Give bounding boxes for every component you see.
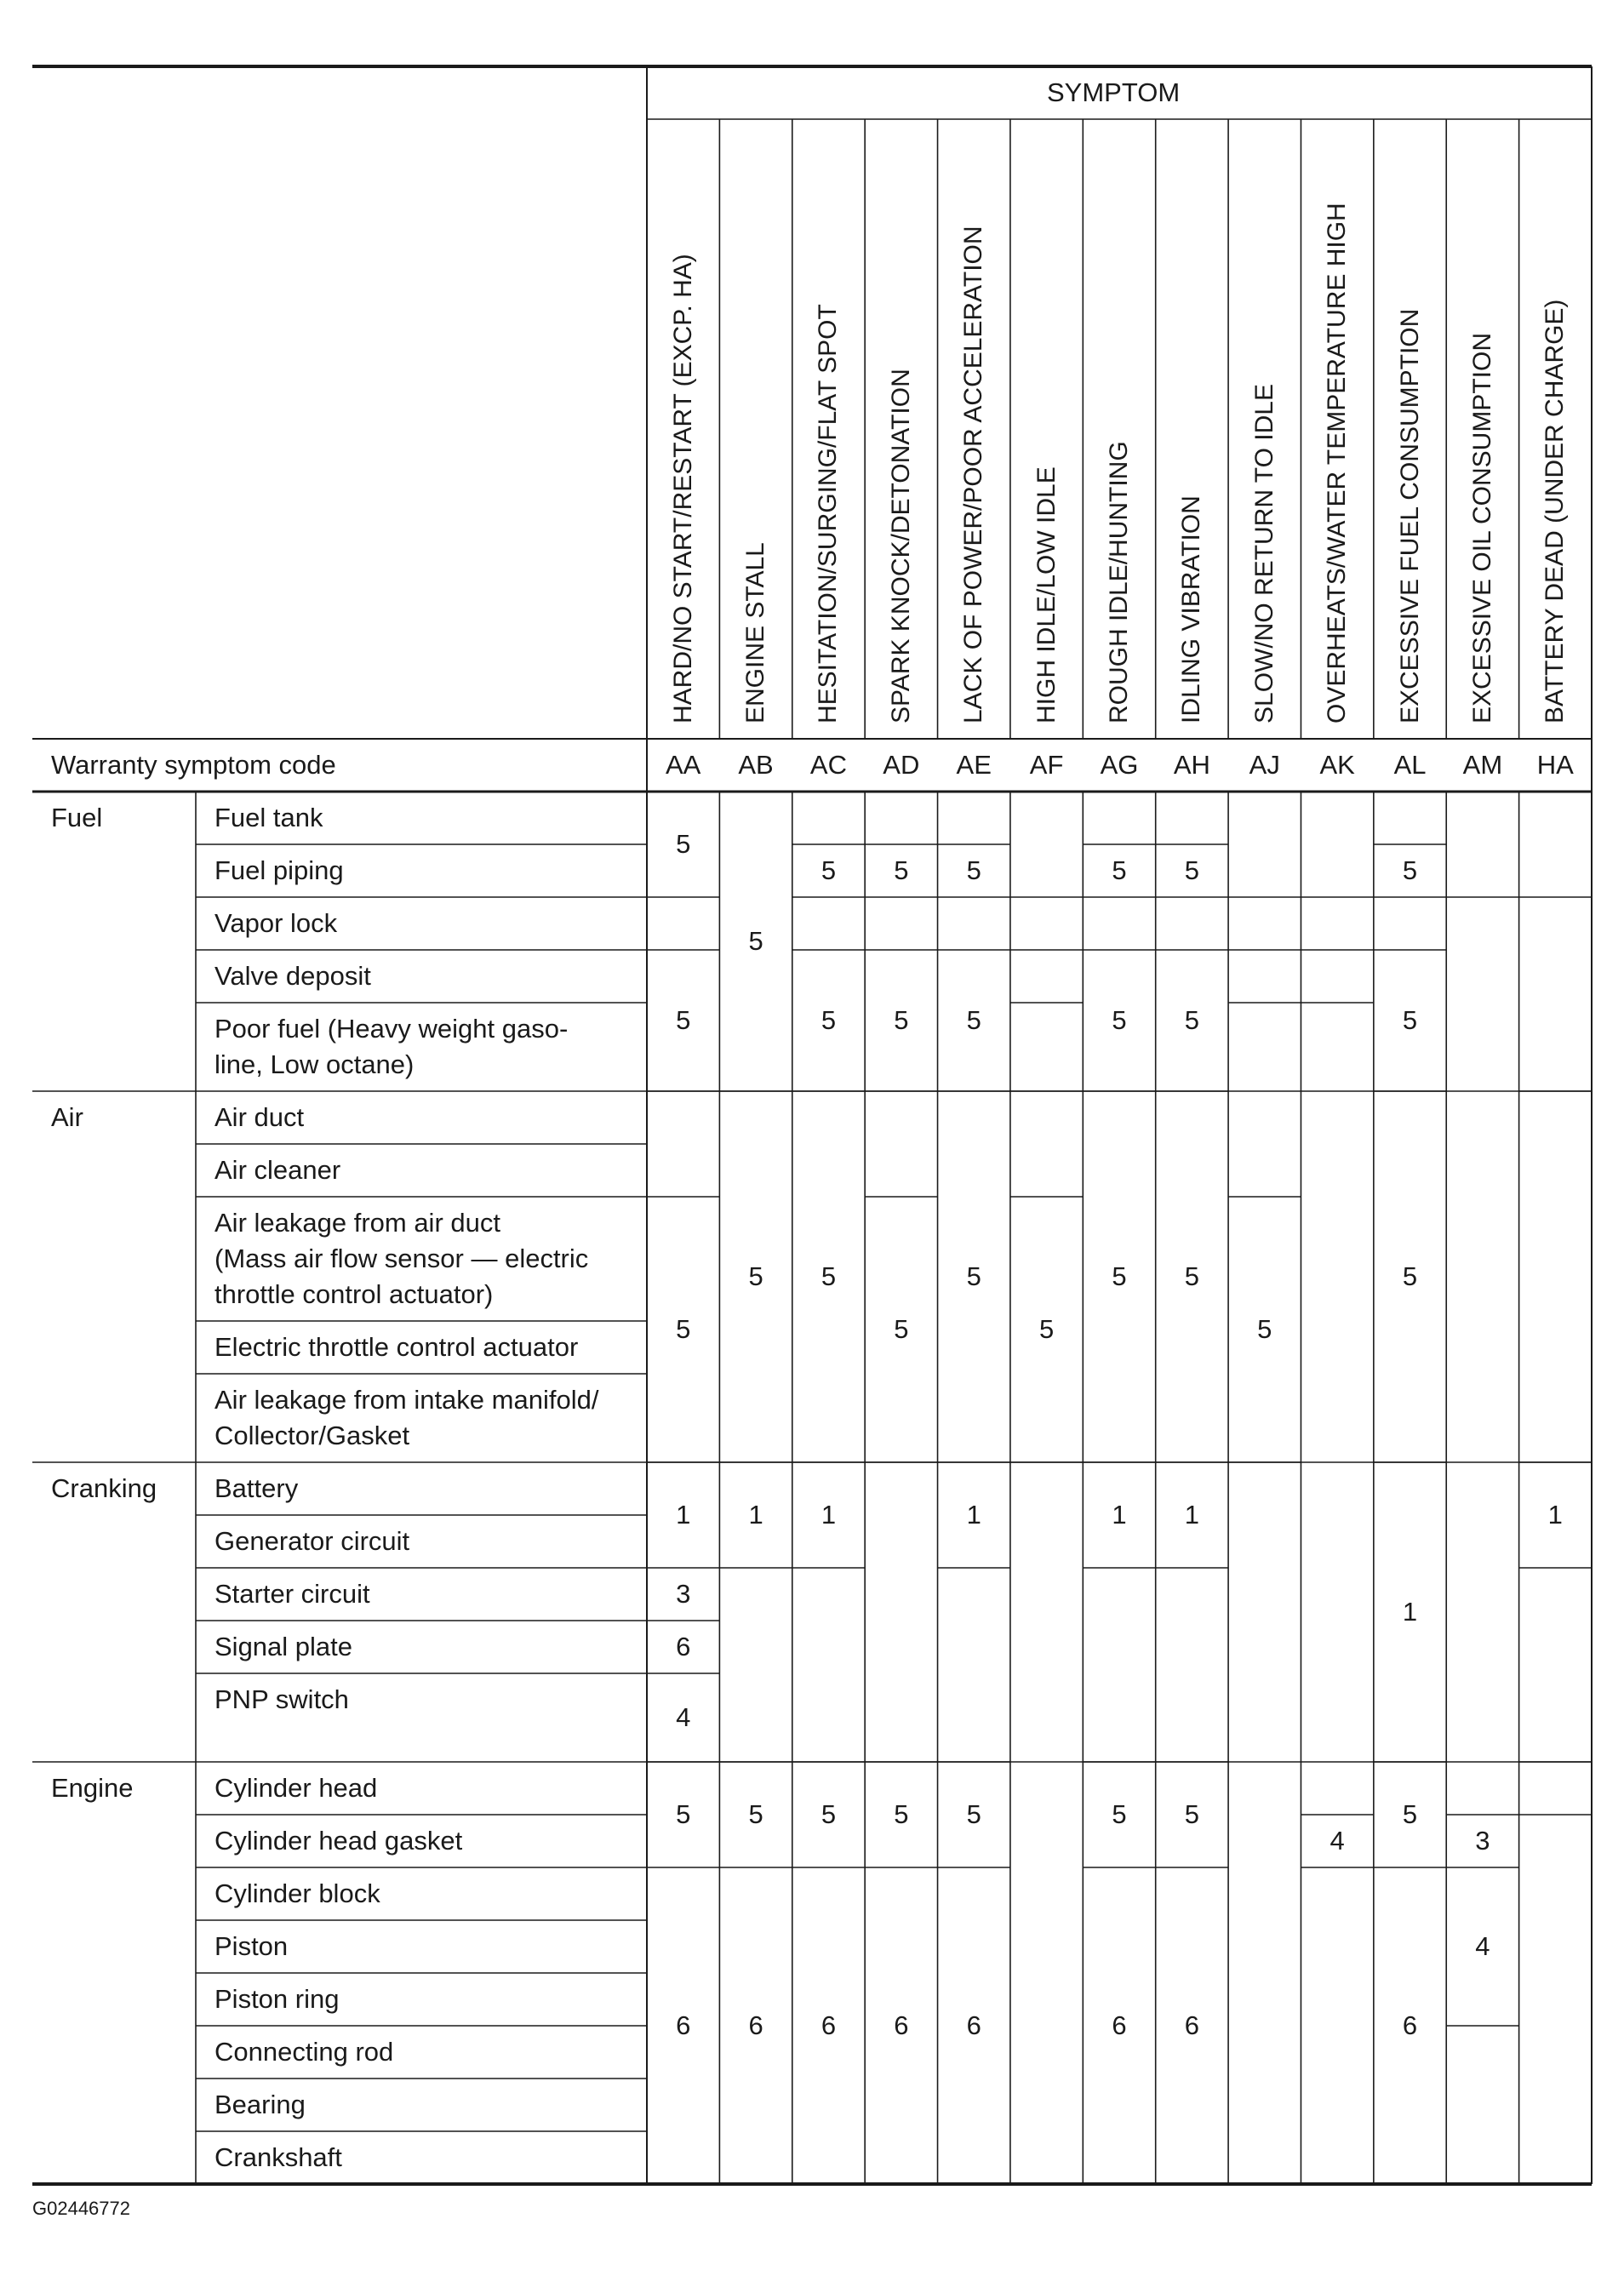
priority-value: 5 xyxy=(821,1261,837,1291)
component-label-line: Starter circuit xyxy=(214,1579,370,1609)
priority-value: 5 xyxy=(966,855,981,885)
symptom-column-aj: SLOW/NO RETURN TO IDLE xyxy=(1249,384,1278,723)
priority-value: 5 xyxy=(894,855,909,885)
symptom-header: SYMPTOM xyxy=(1047,77,1181,107)
priority-value: 1 xyxy=(1112,1500,1127,1530)
symptom-column-ah: IDLING VIBRATION xyxy=(1177,495,1206,723)
priority-value: 5 xyxy=(1402,855,1418,885)
symptom-column-ha: BATTERY DEAD (UNDER CHARGE) xyxy=(1541,299,1570,723)
warranty-code-ag: AG xyxy=(1100,750,1139,780)
priority-value: 6 xyxy=(1112,2010,1127,2040)
priority-value: 3 xyxy=(1475,1826,1490,1856)
priority-value: 5 xyxy=(966,1005,981,1035)
priority-value: 5 xyxy=(1402,1261,1418,1291)
component-label-line: Signal plate xyxy=(214,1632,353,1661)
component-label xyxy=(214,1011,568,1083)
priority-value: 5 xyxy=(748,1261,763,1291)
component-label xyxy=(214,958,371,994)
priority-value: 5 xyxy=(1402,1005,1418,1035)
component-label-line: Cylinder block xyxy=(214,1878,380,1908)
component-label-line: Air cleaner xyxy=(214,1155,341,1185)
component-label xyxy=(214,1823,462,1859)
group-label-cranking: Cranking xyxy=(51,1473,157,1503)
priority-value: 1 xyxy=(966,1500,981,1530)
symptom-column-aa: HARD/NO START/RESTART (EXCP. HA) xyxy=(668,254,697,723)
component-label-line: Piston ring xyxy=(214,1984,340,2014)
warranty-code-ak: AK xyxy=(1319,750,1355,780)
component-label xyxy=(214,2034,393,2070)
priority-value: 1 xyxy=(821,1500,837,1530)
symptom-column-af: HIGH IDLE/LOW IDLE xyxy=(1032,466,1061,723)
warranty-code-al: AL xyxy=(1393,750,1427,780)
symptom-column-ag: ROUGH IDLE/HUNTING xyxy=(1105,441,1133,723)
priority-value: 4 xyxy=(1330,1826,1345,1856)
component-label xyxy=(214,1205,588,1312)
priority-value: 5 xyxy=(1184,1799,1199,1829)
component-label xyxy=(214,1929,288,1964)
group-label-engine: Engine xyxy=(51,1773,134,1803)
component-label-line: Fuel tank xyxy=(214,803,323,832)
symptom-column-am: EXCESSIVE OIL CONSUMPTION xyxy=(1467,333,1496,723)
component-label-line: Bearing xyxy=(214,2090,306,2119)
component-label xyxy=(214,1682,349,1718)
priority-value: 5 xyxy=(1257,1314,1272,1344)
component-label-line: (Mass air flow sensor — electric xyxy=(214,1244,589,1273)
symptom-column-ae: LACK OF POWER/POOR ACCELERATION xyxy=(959,226,988,723)
component-label-line: Collector/Gasket xyxy=(214,1421,410,1450)
priority-value: 5 xyxy=(1184,1261,1199,1291)
component-label-line: Generator circuit xyxy=(214,1526,410,1556)
component-label-line: Poor fuel (Heavy weight gaso- xyxy=(214,1014,569,1044)
component-label-line: line, Low octane) xyxy=(214,1049,415,1079)
priority-value: 5 xyxy=(1112,855,1127,885)
component-label xyxy=(214,1329,578,1365)
priority-value: 4 xyxy=(1475,1931,1490,1961)
priority-value: 6 xyxy=(966,2010,981,2040)
priority-value: 5 xyxy=(1112,1799,1127,1829)
component-label xyxy=(214,853,344,889)
component-label xyxy=(214,906,337,941)
component-label-line: throttle control actuator) xyxy=(214,1279,494,1309)
priority-value: 5 xyxy=(676,1005,691,1035)
component-label-line: Battery xyxy=(214,1473,299,1503)
component-label xyxy=(214,2140,342,2176)
warranty-code-aj: AJ xyxy=(1249,750,1280,780)
component-label-line: Valve deposit xyxy=(214,961,371,991)
warranty-code-aa: AA xyxy=(666,750,701,780)
priority-value: 5 xyxy=(676,1799,691,1829)
component-label-line: Air leakage from intake manifold/ xyxy=(214,1385,599,1415)
warranty-code-ha: HA xyxy=(1536,750,1574,780)
component-label xyxy=(214,1382,598,1454)
component-label xyxy=(214,1100,304,1135)
symptom-column-ab: ENGINE STALL xyxy=(741,542,770,723)
priority-value: 6 xyxy=(894,2010,909,2040)
component-label xyxy=(214,1770,377,1806)
priority-value: 6 xyxy=(748,2010,763,2040)
priority-value: 5 xyxy=(1184,1005,1199,1035)
priority-value: 5 xyxy=(894,1314,909,1344)
priority-value: 5 xyxy=(748,1799,763,1829)
priority-value: 5 xyxy=(894,1799,909,1829)
priority-value: 6 xyxy=(676,2010,691,2040)
priority-value: 5 xyxy=(1402,1799,1418,1829)
component-label-line: Connecting rod xyxy=(214,2037,394,2067)
warranty-code-af: AF xyxy=(1029,750,1064,780)
component-label xyxy=(214,1981,339,2017)
priority-value: 1 xyxy=(676,1500,691,1530)
priority-value: 5 xyxy=(821,1005,837,1035)
warranty-code-ac: AC xyxy=(809,750,847,780)
priority-value: 1 xyxy=(1184,1500,1199,1530)
priority-value: 5 xyxy=(894,1005,909,1035)
component-label xyxy=(214,1876,380,1912)
figure-id: G02446772 xyxy=(32,2198,130,2219)
priority-value: 6 xyxy=(1184,2010,1199,2040)
component-label-line: Crankshaft xyxy=(214,2142,342,2172)
priority-value: 5 xyxy=(1112,1005,1127,1035)
component-label-line: Vapor lock xyxy=(214,908,338,938)
priority-value: 4 xyxy=(676,1702,691,1732)
component-label-line: Electric throttle control actuator xyxy=(214,1332,579,1362)
warranty-code-ad: AD xyxy=(883,750,920,780)
component-label xyxy=(214,1471,298,1507)
component-label-line: Fuel piping xyxy=(214,855,344,885)
component-label-line: Air duct xyxy=(214,1102,305,1132)
priority-value: 5 xyxy=(1184,855,1199,885)
symptom-column-ac: HESITATION/SURGING/FLAT SPOT xyxy=(814,304,843,723)
symptom-column-al: EXCESSIVE FUEL CONSUMPTION xyxy=(1395,308,1424,723)
group-label-air: Air xyxy=(51,1102,83,1132)
component-label-line: Cylinder head gasket xyxy=(214,1826,463,1856)
priority-value: 5 xyxy=(676,1314,691,1344)
component-label-line: Cylinder head xyxy=(214,1773,378,1803)
component-label xyxy=(214,1152,340,1188)
warranty-symptom-code-label: Warranty symptom code xyxy=(51,750,336,780)
component-label-line: PNP switch xyxy=(214,1684,349,1714)
priority-value: 5 xyxy=(821,1799,837,1829)
component-label xyxy=(214,2087,306,2123)
warranty-code-am: AM xyxy=(1462,750,1503,780)
group-label-fuel: Fuel xyxy=(51,803,103,832)
priority-value: 3 xyxy=(676,1579,691,1609)
component-label-line: Air leakage from air duct xyxy=(214,1208,500,1238)
priority-value: 5 xyxy=(748,926,763,956)
priority-value: 5 xyxy=(676,829,691,859)
priority-value: 6 xyxy=(821,2010,837,2040)
priority-value: 5 xyxy=(966,1799,981,1829)
component-label-line: Piston xyxy=(214,1931,289,1961)
component-label xyxy=(214,1524,409,1559)
symptom-column-ak: OVERHEATS/WATER TEMPERATURE HIGH xyxy=(1323,203,1352,723)
component-label xyxy=(214,1576,370,1612)
symptom-column-ad: SPARK KNOCK/DETONATION xyxy=(886,369,915,723)
priority-value: 5 xyxy=(1112,1261,1127,1291)
priority-value: 5 xyxy=(1038,1314,1055,1344)
priority-value: 6 xyxy=(676,1632,691,1661)
warranty-code-ab: AB xyxy=(738,750,774,780)
component-label xyxy=(214,1629,352,1665)
priority-value: 1 xyxy=(1547,1500,1563,1530)
priority-value: 1 xyxy=(748,1500,763,1530)
priority-value: 6 xyxy=(1402,2010,1418,2040)
component-label xyxy=(214,800,323,836)
priority-value: 5 xyxy=(966,1261,981,1291)
priority-value: 5 xyxy=(821,855,837,885)
priority-value: 1 xyxy=(1402,1597,1418,1627)
warranty-code-ah: AH xyxy=(1173,750,1210,780)
warranty-code-ae: AE xyxy=(956,750,992,780)
